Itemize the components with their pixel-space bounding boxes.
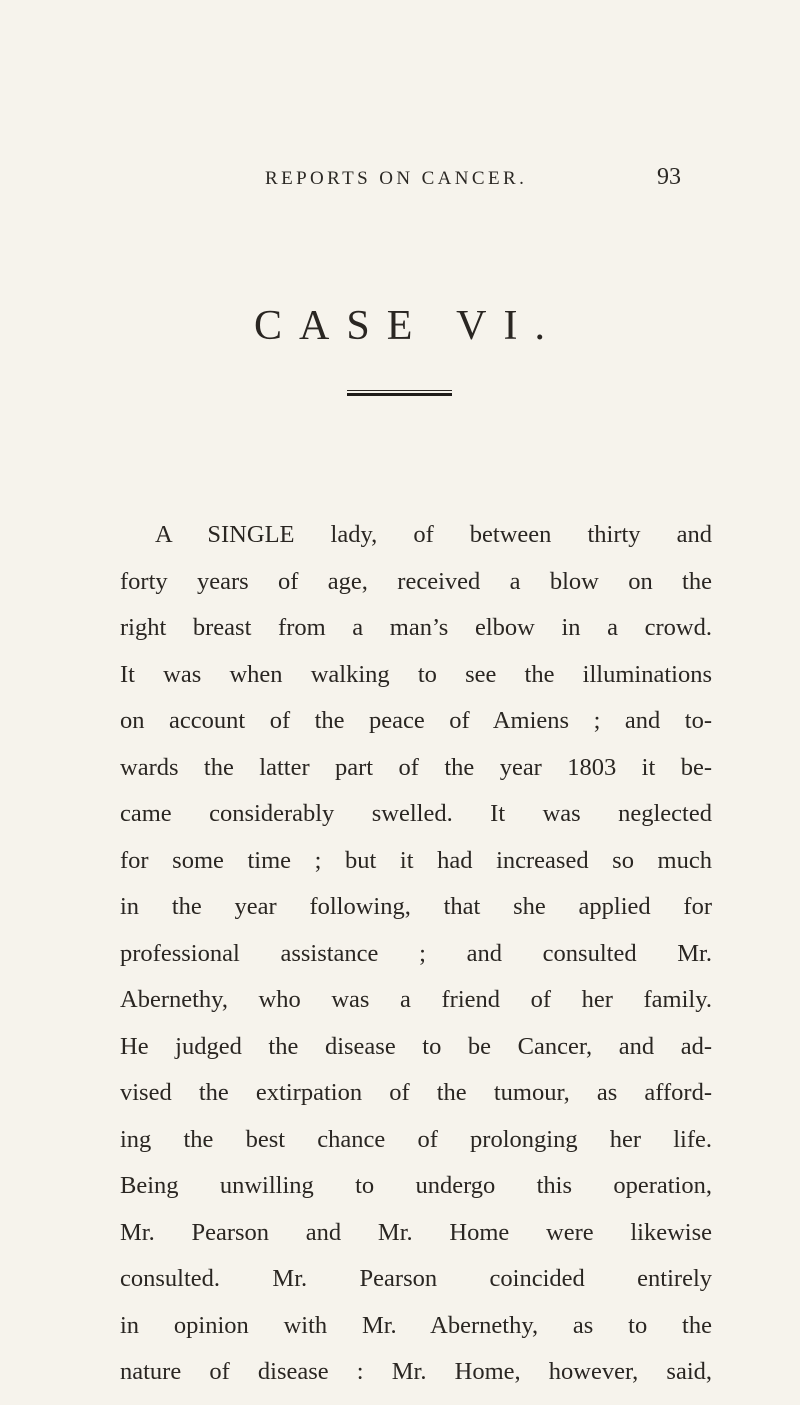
page-number: 93 — [657, 164, 681, 190]
text-line: vised the extirpation of the tumour, as afford- — [120, 1079, 712, 1106]
section-rule-thin — [347, 390, 452, 391]
text-line: consulted. Mr. Pearson coincided entirely — [120, 1265, 712, 1292]
text-line: Abernethy, who was a friend of her family. — [120, 986, 712, 1013]
text-line: He judged the disease to be Cancer, and ad- — [120, 1032, 712, 1060]
text-line: wards the latter part of the year 1803 it be- — [120, 753, 712, 781]
text-line: for some time ; but it had increased so much — [120, 846, 712, 874]
text-line: forty years of age, received a blow on the — [120, 567, 712, 595]
running-head — [265, 164, 695, 198]
text-line: nature of disease : Mr. Home, however, said, — [120, 1358, 712, 1385]
text-line: came considerably swelled. It was neglected — [120, 800, 712, 827]
section-rule-thick — [347, 393, 452, 396]
text-line: in the year following, that she applied for — [120, 893, 712, 920]
text-line: It was when walking to see the illuminations — [120, 660, 712, 688]
case-heading: CASE VI. — [254, 303, 562, 349]
text-line: in opinion with Mr. Abernethy, as to the — [120, 1311, 712, 1339]
running-title: REPORTS ON CANCER. — [265, 168, 528, 189]
text-line: Mr. Pearson and Mr. Home were likewise — [120, 1218, 712, 1246]
text-line: A SINGLE lady, of between thirty and — [155, 521, 712, 548]
text-line: on account of the peace of Amiens ; and to- — [120, 707, 712, 734]
text-line: ing the best chance of prolonging her life. — [120, 1125, 712, 1153]
text-line: professional assistance ; and consulted Mr. — [120, 939, 712, 967]
text-line: Being unwilling to undergo this operation, — [120, 1172, 712, 1199]
text-line: right breast from a man’s elbow in a crowd. — [120, 614, 712, 641]
case-paragraph — [120, 512, 712, 1396]
